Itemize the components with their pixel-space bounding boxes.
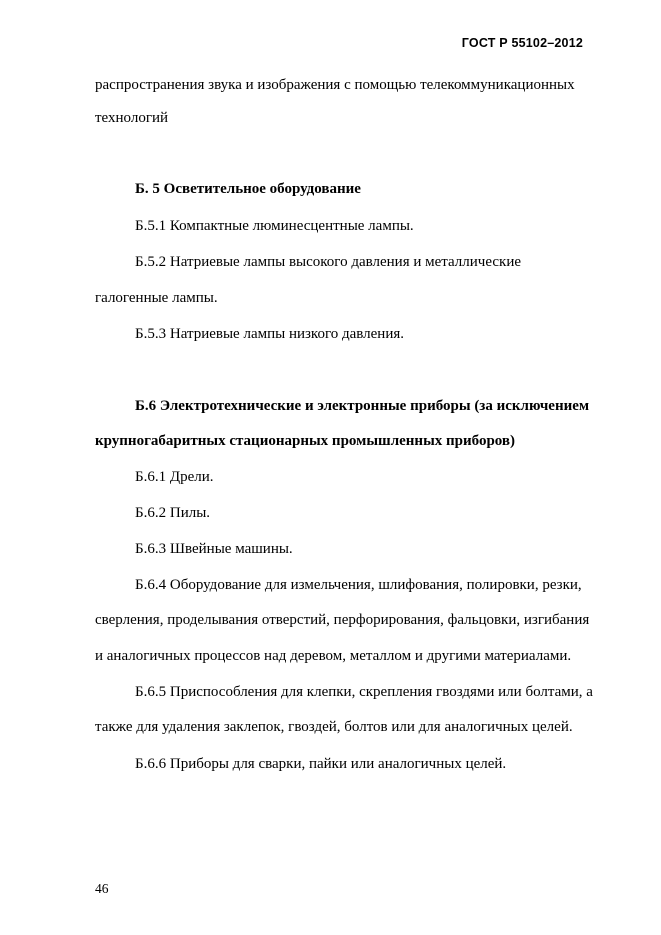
item-b6-3: Б.6.3 Швейные машины. [135,541,293,557]
item-b6-6: Б.6.6 Приборы для сварки, пайки или аналогичных целей. [135,756,507,772]
body-line-continuation-2: технологий [95,110,169,126]
body-line-continuation-1: распространения звука и изображения с помощью телекоммуникационных [95,77,575,93]
page-number: 46 [95,881,109,896]
item-b6-4-continuation-2: и аналогичных процессов над деревом, металлом и другими материалами. [95,648,572,664]
item-b6-4: Б.6.4 Оборудование для измельчения, шлифования, полировки, резки, [135,577,582,593]
item-b6-5: Б.6.5 Приспособления для клепки, скрепления гвоздями или болтами, а [135,684,593,700]
document-header-id: ГОСТ Р 55102–2012 [461,36,583,50]
item-b5-2: Б.5.2 Натриевые лампы высокого давления и металлические [135,254,522,270]
item-b6-2: Б.6.2 Пилы. [135,505,211,521]
item-b5-1: Б.5.1 Компактные люминесцентные лампы. [135,218,414,234]
item-b5-3: Б.5.3 Натриевые лампы низкого давления. [135,326,405,342]
item-b5-2-continuation: галогенные лампы. [95,290,218,306]
section-heading-b6-continuation: крупногабаритных стационарных промышленных приборов) [95,433,516,449]
item-b6-5-continuation: также для удаления заклепок, гвоздей, болтов или для аналогичных целей. [95,719,573,735]
item-b6-1: Б.6.1 Дрели. [135,469,214,485]
section-heading-b6: Б.6 Электротехнические и электронные приборы (за исключением [135,398,590,414]
section-heading-b5: Б. 5 Осветительное оборудование [135,181,361,197]
item-b6-4-continuation-1: сверления, проделывания отверстий, перфорирования, фальцовки, изгибания [95,612,590,628]
